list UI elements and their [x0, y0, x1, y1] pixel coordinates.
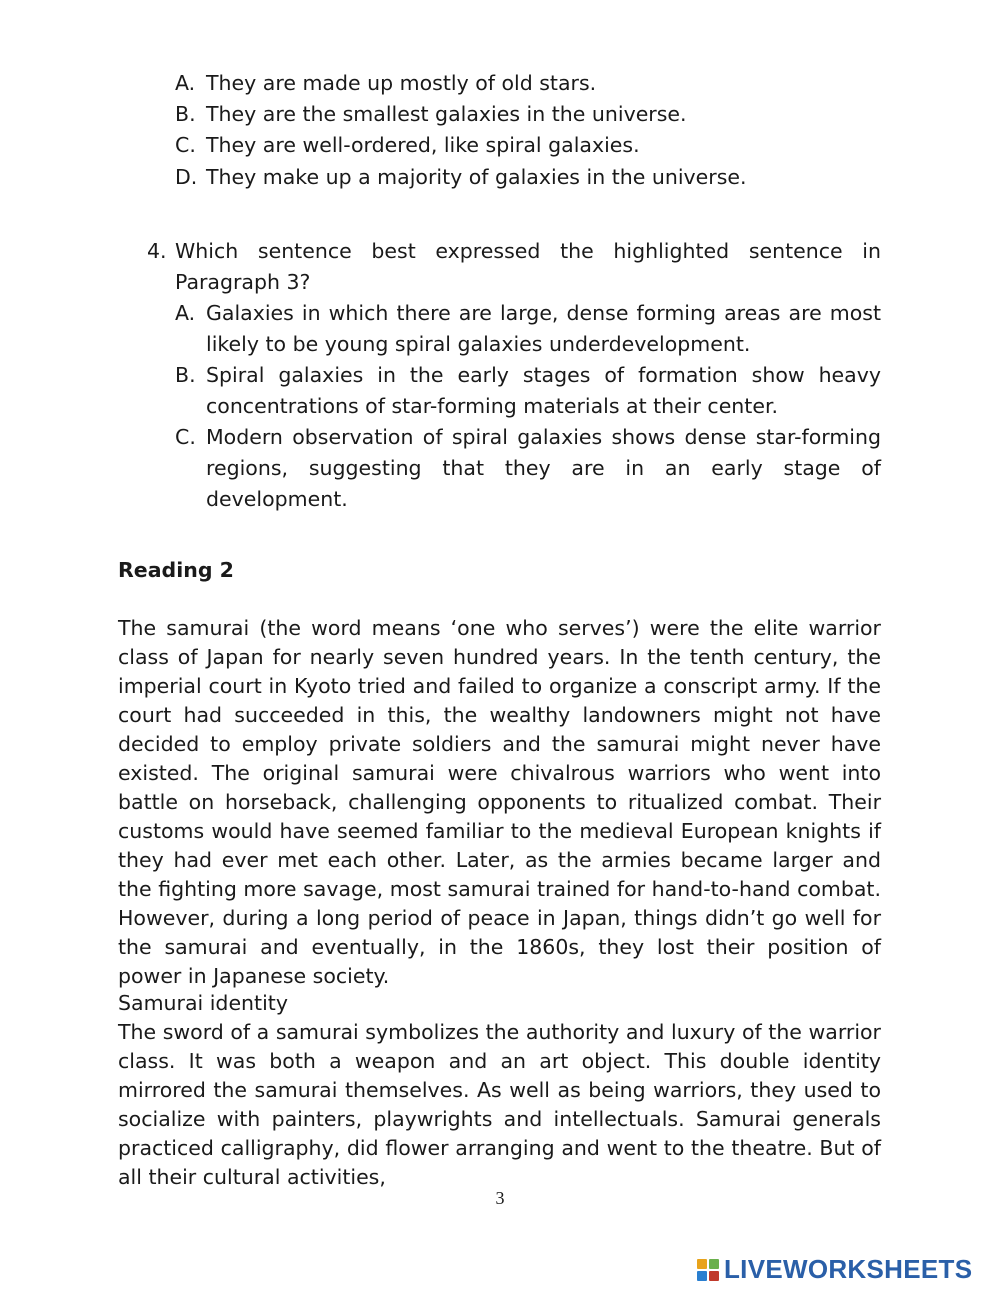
q3-option-c: [175, 130, 881, 161]
q4-option-a: [175, 298, 881, 360]
reading-paragraph: The sword of a samurai symbolizes the authority and luxury of the warrior class. It was both a weapon and an art object. This double identity mirrored the samurai themselves. As well as being warriors, they used to socialize with painters, playwrights and intellectuals. Samurai generals practiced calligraphy, did flower arranging and went to the theatre. But of all their cultural activities,: [118, 1020, 881, 1189]
reading-paragraph: The samurai (the word means ‘one who serves’) were the elite warrior class of Japan for nearly seven hundred years. In the tenth century, the imperial court in Kyoto tried and failed to organize a conscript army. If the court had succeeded in this, the wealthy landowners might not have decided to employ private soldiers and the samurai might never have existed. The original samurai were chivalrous warriors who went into battle on horseback, challenging opponents to ritualized combat. Their customs would have seemed familiar to the medieval European knights if they had ever met each other. Later, as the armies became larger and the fighting more savage, most samurai trained for hand-to-hand combat. However, during a long period of peace in Japan, things didn’t go well for the samurai and eventually, in the 1860s, they lost their position of power in Japanese society.: [118, 616, 881, 988]
option-letter: D.: [175, 165, 198, 189]
option-text: Spiral galaxies in the early stages of formation show heavy concentrations of star-forming materials at their center.: [206, 363, 881, 418]
option-text: They are well-ordered, like spiral galaxies.: [206, 133, 640, 157]
option-letter: B.: [175, 102, 196, 126]
section-subheading: Samurai identity: [118, 991, 288, 1015]
liveworksheets-logo: [697, 1254, 972, 1285]
option-text: Galaxies in which there are large, dense forming areas are most likely to be young spiral galaxies underdevelopment.: [206, 301, 881, 356]
reading-heading: Reading 2: [118, 558, 234, 582]
logo-square: [697, 1259, 707, 1269]
q3-option-b: [175, 99, 881, 130]
logo-icon: [697, 1259, 719, 1281]
option-text: They make up a majority of galaxies in the universe.: [206, 165, 747, 189]
logo-square: [697, 1271, 707, 1281]
q4-option-b: [175, 360, 881, 422]
option-letter: B.: [175, 363, 196, 387]
option-text: They are made up mostly of old stars.: [206, 71, 597, 95]
question-number: 4.: [147, 239, 167, 263]
logo-square: [709, 1259, 719, 1269]
option-letter: C.: [175, 133, 196, 157]
logo-text: LIVEWORKSHEETS: [724, 1254, 973, 1284]
option-letter: A.: [175, 301, 196, 325]
q4-option-c: [175, 422, 881, 515]
option-letter: C.: [175, 425, 196, 449]
logo-square: [709, 1271, 719, 1281]
question-text: Which sentence best expressed the highlighted sentence in Paragraph 3?: [175, 239, 881, 294]
option-text: They are the smallest galaxies in the universe.: [206, 102, 687, 126]
q3-option-a: [175, 68, 881, 99]
page-number: 3: [495, 1188, 505, 1208]
option-letter: A.: [175, 71, 196, 95]
option-text: Modern observation of spiral galaxies shows dense star-forming regions, suggesting that they are in an early stage of development.: [206, 425, 881, 511]
q3-option-d: [175, 162, 881, 193]
